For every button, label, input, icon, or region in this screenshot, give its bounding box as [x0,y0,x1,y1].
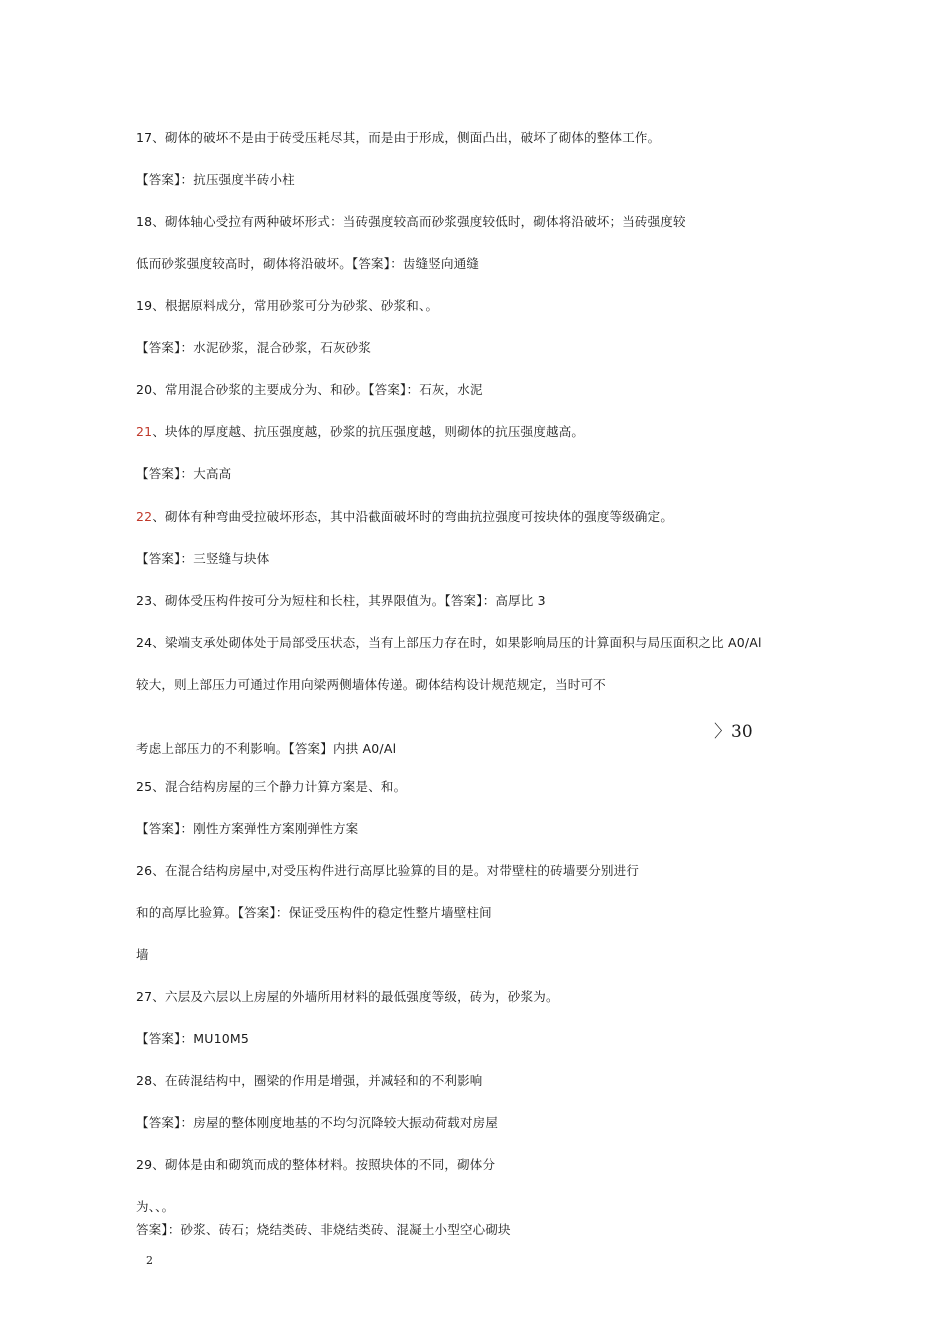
q26-text-cont: 和的高厚比验算。【答案】：保证受压构件的稳定性整片墙壁柱间 [136,905,492,920]
q22-text [136,509,673,525]
q26-text-end: 墙 [136,947,149,962]
q29-text: 29、砌体是由和砌筑而成的整体材料。按照块体的不同，砌体分 [136,1157,496,1172]
q29-text-cont: 为、、。 [136,1199,175,1214]
q22-answer: 【答案】：三竖缝与块体 [136,551,270,566]
q28-text: 28、在砖混结构中，圈梁的作用是增强，并减轻和的不利影响 [136,1073,483,1088]
q29-answer: 答案】：砂浆、砖石；烧结类砖、非烧结类砖、混凝土小型空心砌块 [136,1222,511,1237]
q25-answer: 【答案】：刚性方案弹性方案刚弹性方案 [136,821,359,836]
q20-text: 20、常用混合砂浆的主要成分为、和砂。【答案】：石灰，水泥 [136,382,483,397]
q19-answer: 【答案】：水泥砂浆，混合砂浆，石灰砂浆 [136,340,372,355]
q28-answer: 【答案】：房屋的整体刚度地基的不均匀沉降较大振动荷载对房屋 [136,1115,499,1130]
q21-text [136,424,584,440]
q27-text: 27、六层及六层以上房屋的外墙所用材料的最低强度等级，砖为，砂浆为。 [136,989,559,1004]
q24-answer: 考虑上部压力的不利影响。【答案】内拱 A0/Al [136,741,397,756]
q22-number: 22 [136,509,153,524]
q24-text: 24、梁端支承处砌体处于局部受压状态，当有上部压力存在时，如果影响局压的计算面积与局压面积之比 A0/Al [136,635,762,650]
q17-text: 17、砌体的破坏不是由于砖受压耗尽其，而是由于形成，侧面凸出，破坏了砌体的整体工作。 [136,130,661,145]
q27-answer: 【答案】：MU10M5 [136,1031,250,1046]
q18-text-cont: 低而砂浆强度较高时，砌体将沿破坏。【答案】：齿缝竖向通缝 [136,256,480,271]
q25-text: 25、混合结构房屋的三个静力计算方案是、和。 [136,779,407,794]
q19-text: 19、根据原料成分，常用砂浆可分为砂浆、砂浆和、。 [136,298,439,313]
q21-body: 、块体的厚度越、抗压强度越，砂浆的抗压强度越，则砌体的抗压强度越高。 [152,424,585,439]
q21-answer: 【答案】：大高高 [136,466,232,481]
q26-text: 26、在混合结构房屋中,对受压构件进行高厚比验算的目的是。对带壁柱的砖墙要分别进行 [136,863,640,878]
q23-text: 23、砌体受压构件按可分为短柱和长柱，其界限值为。【答案】：高厚比 3 [136,593,546,608]
page-number: 2 [146,1254,153,1267]
q17-answer: 【答案】：抗压强度半砖小柱 [136,172,295,187]
q22-body: 、砌体有种弯曲受拉破坏形态，其中沿截面破坏时的弯曲抗拉强度可按块体的强度等级确定。 [152,509,674,524]
side-formula: 〉30 [714,722,753,742]
q21-number: 21 [136,424,153,439]
q24-text-cont: 较大，则上部压力可通过作用向梁两侧墙体传递。砌体结构设计规范规定，当时可不 [136,677,606,692]
q18-text: 18、砌体轴心受拉有两种破坏形式：当砖强度较高而砂浆强度较低时，砌体将沿破坏；当砖强度较 [136,214,686,229]
